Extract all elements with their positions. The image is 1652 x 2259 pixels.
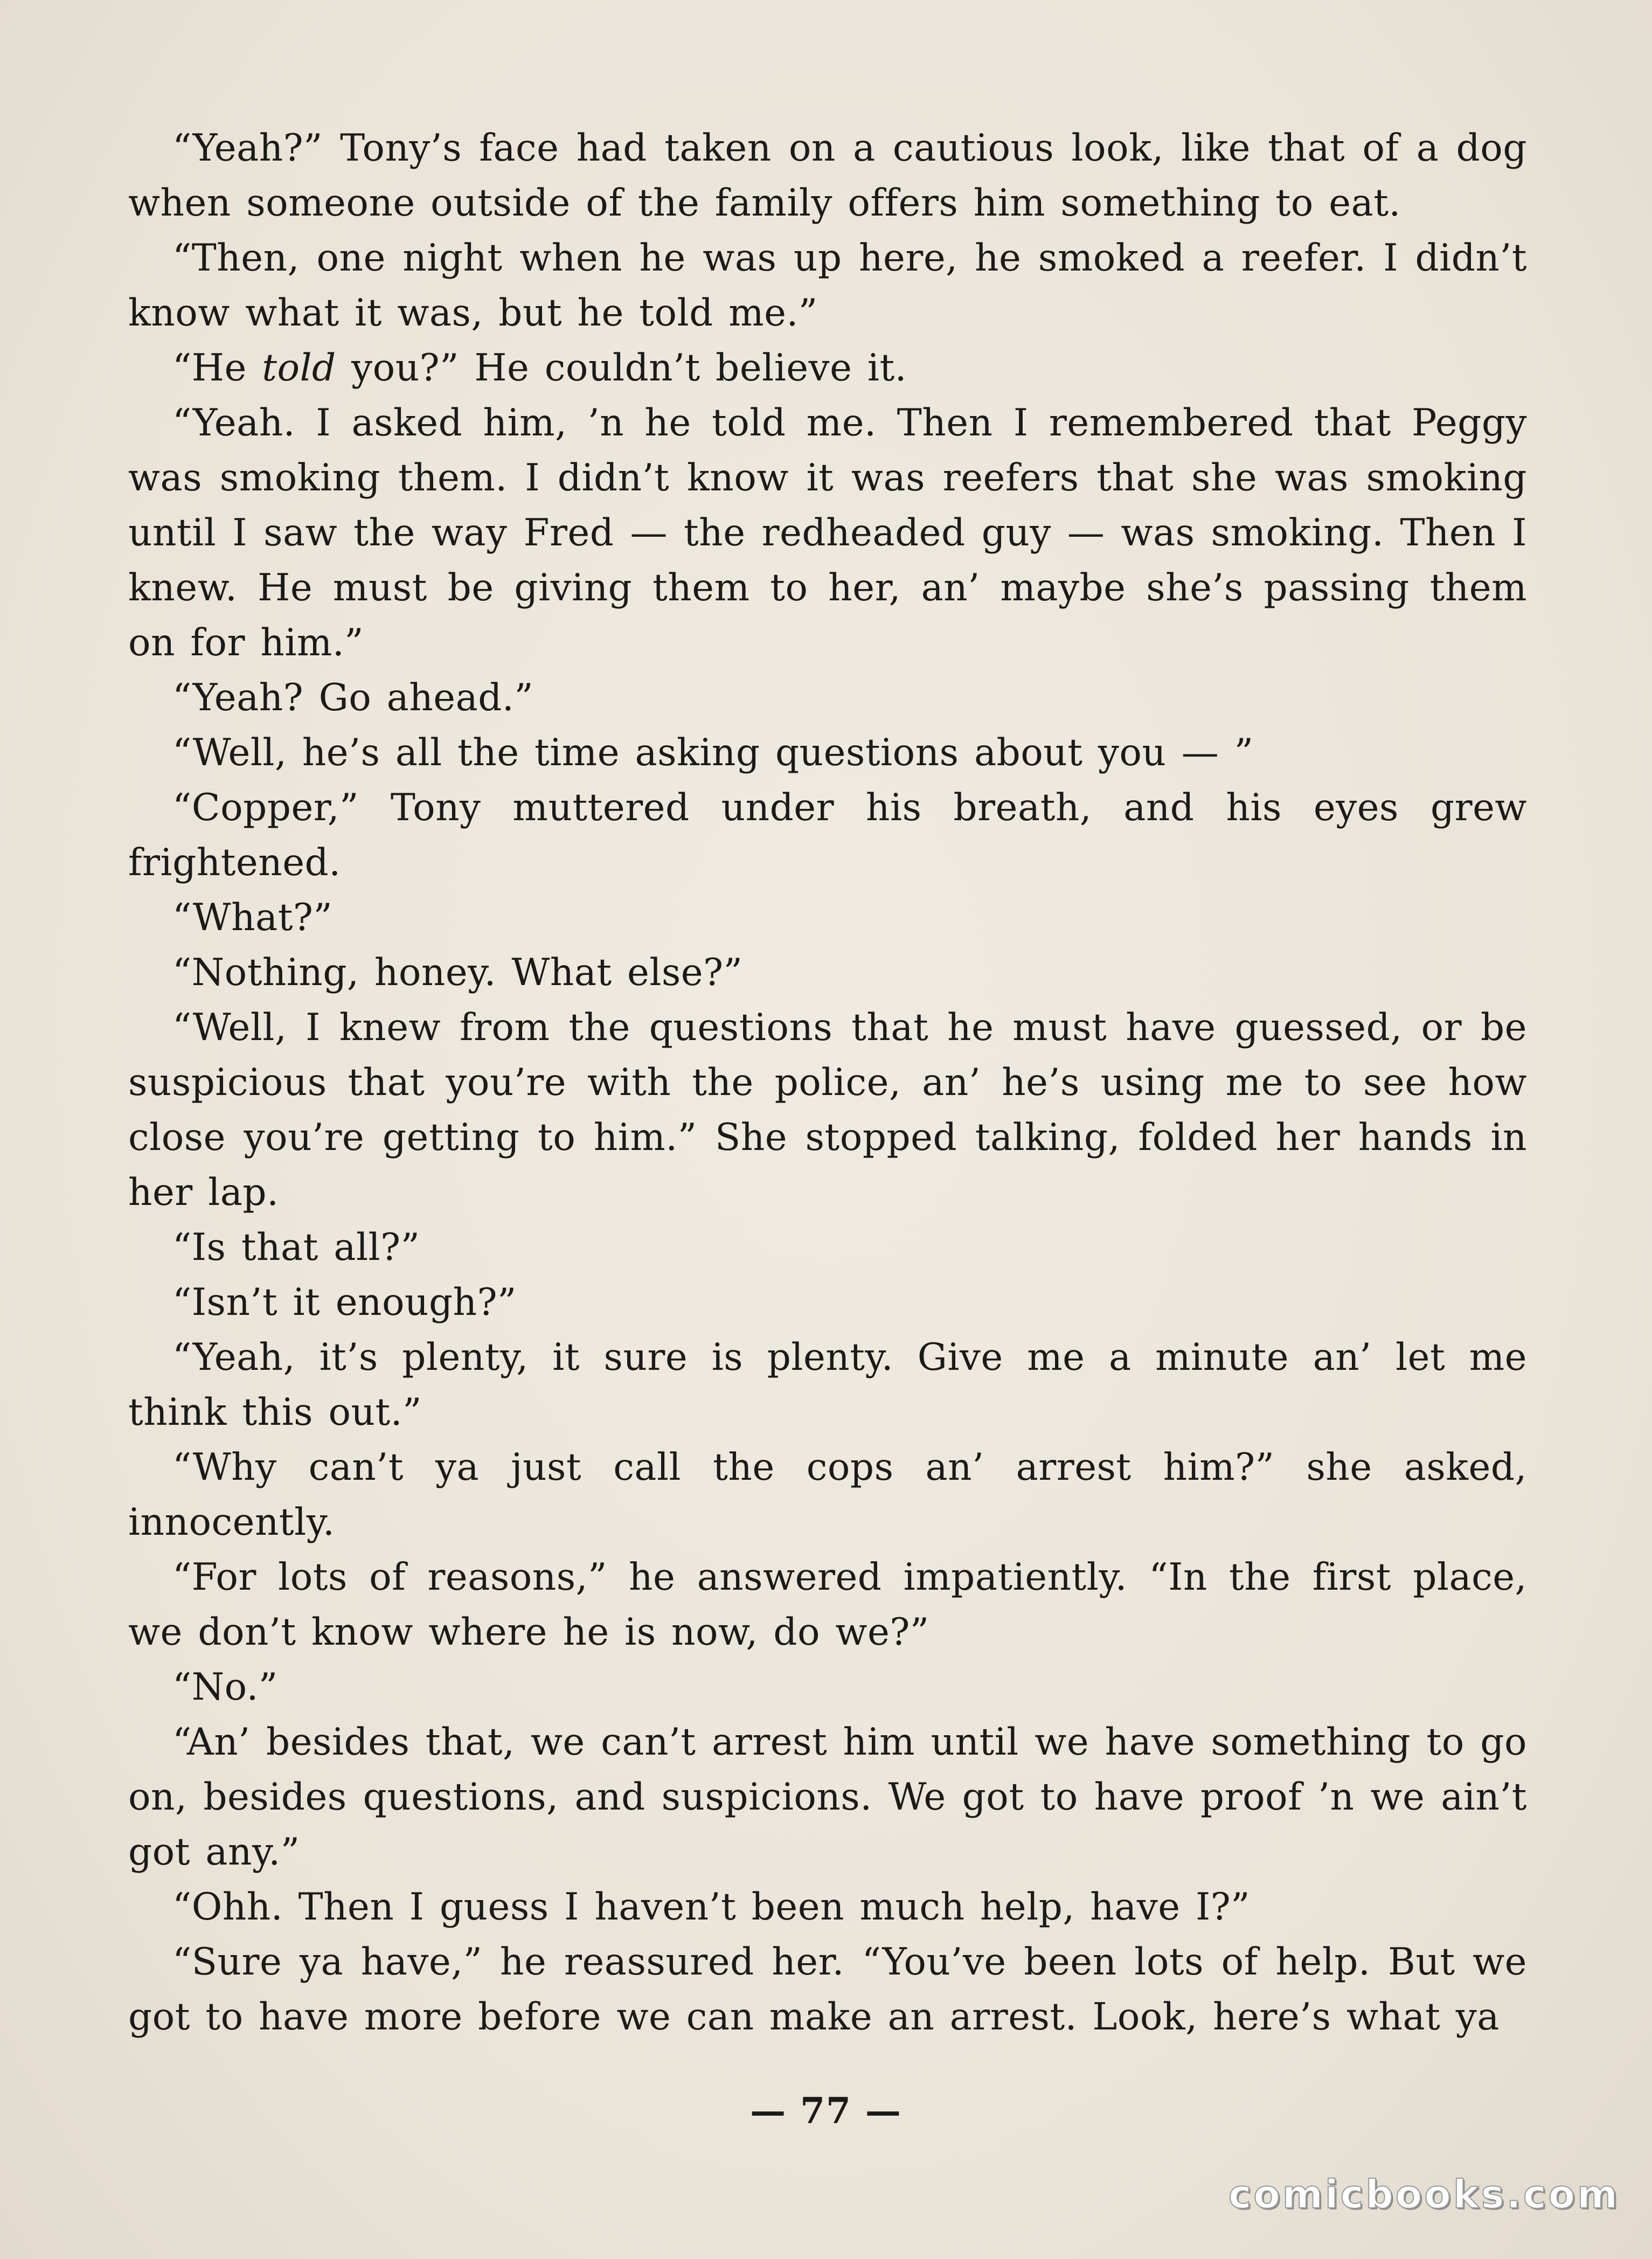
paragraph: “Yeah, it’s plenty, it sure is plenty. Give me a minute an’ let me think this out.” [128,1336,1527,1434]
paragraph: “Then, one night when he was up here, he smoked a reefer. I didn’t know what it was, but he told me.” [128,237,1527,335]
paragraph: “Sure ya have,” he reassured her. “You’ve been lots of help. But we got to have more before we can make an arrest. Look, here’s what ya [128,1941,1527,2039]
paragraph: “Yeah?” Tony’s face had taken on a cautious look, like that of a dog when someone outside of the family offers him something to eat. [128,127,1527,225]
paragraph: “Nothing, honey. What else?” [172,951,743,994]
page-number: — 77 — [750,2090,902,2132]
body-text [128,121,1527,2045]
paragraph: “An’ besides that, we can’t arrest him until we have something to go on, besides questions, and suspicions. We got to have proof ’n we ain’t got any.” [128,1721,1527,1874]
paragraph: “Yeah. I asked him, ’n he told me. Then I remembered that Peggy was smoking them. I didn’t know it was reefers that she was smoking until I saw the way Fred — the redheaded guy — was smoking. Then I knew. He must be giving them to her, an’ maybe she’s passing them on for him.” [128,401,1527,664]
paragraph: “Well, I knew from the questions that he must have guessed, or be suspicious that you’re with the police, an’ he’s using me to see how close you’re getting to him.” She stopped talking, folded her hands in her lap. [128,1006,1527,1214]
paragraph: “For lots of reasons,” he answered impatiently. “In the first place, we don’t know where he is now, do we?” [128,1556,1527,1654]
paragraph: “Why can’t ya just call the cops an’ arrest him?” she asked, innocently. [128,1446,1527,1544]
paragraph: “Is that all?” [172,1226,420,1269]
italic-emphasis: told [262,347,336,390]
paragraph: “He told you?” He couldn’t believe it. [172,347,907,390]
paragraph: “Copper,” Tony muttered under his breath, and his eyes grew frightened. [128,786,1527,884]
paragraph: “Yeah? Go ahead.” [172,676,534,719]
paragraph: “Well, he’s all the time asking questions about you — ” [172,731,1254,774]
paragraph: “What?” [172,896,333,939]
paragraph: “Isn’t it enough?” [172,1281,517,1324]
site-watermark: comicbooks.com [1228,2172,1620,2217]
paragraph: “Ohh. Then I guess I haven’t been much help, have I?” [172,1886,1251,1929]
paragraph: “No.” [172,1666,278,1709]
